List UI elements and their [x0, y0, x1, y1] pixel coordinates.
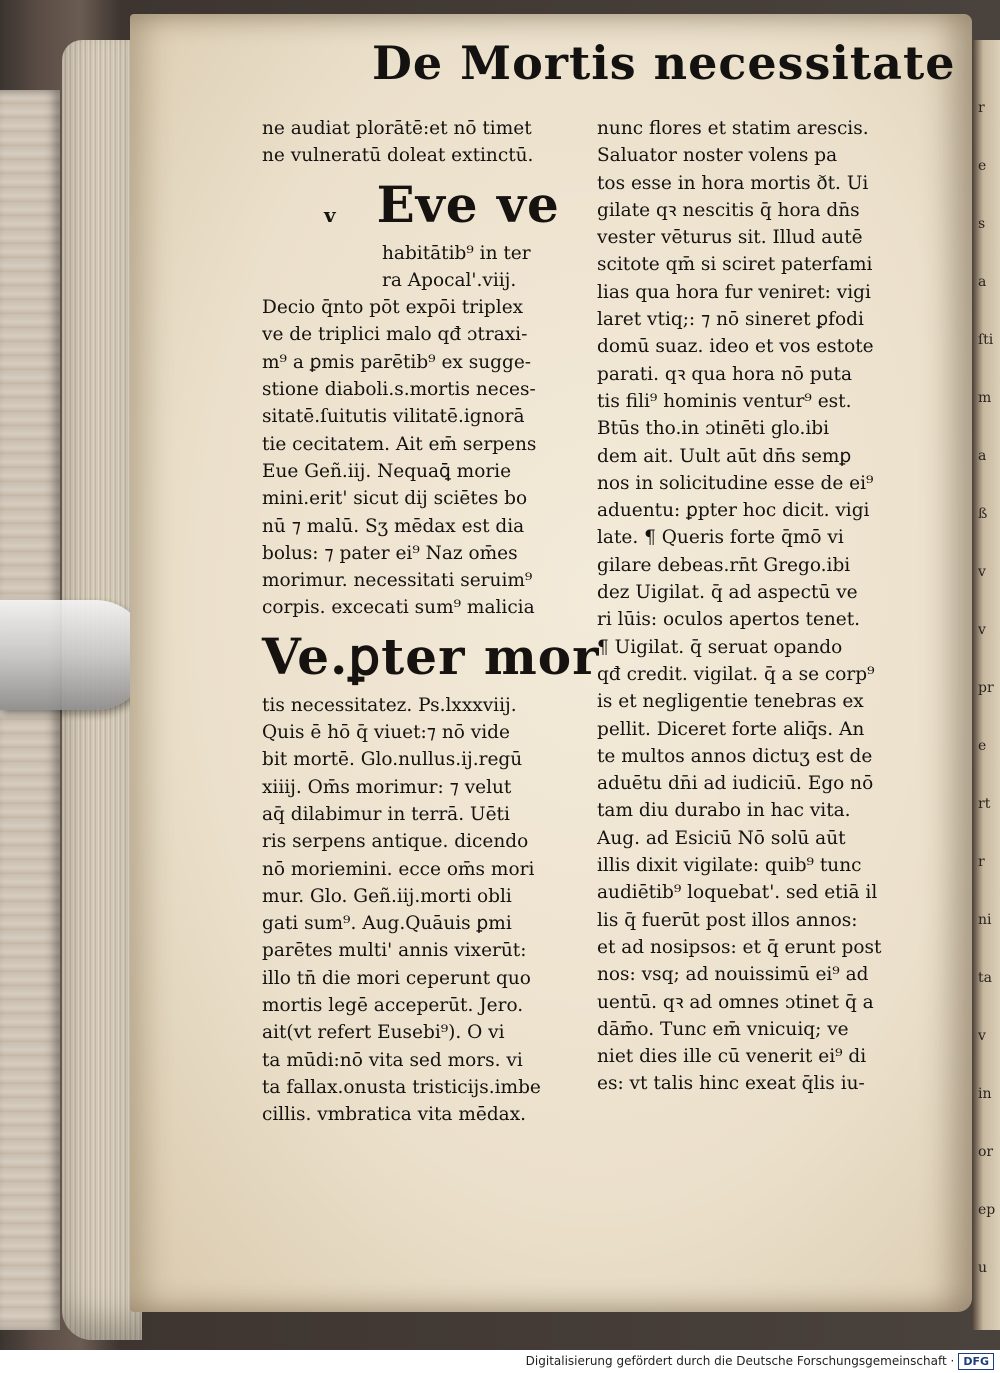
text-line: Btūs tho.in ɔtinēti glo.ibi: [597, 418, 830, 440]
text-line: dez Uigilat. q̄ ad aspectū ve: [597, 582, 858, 604]
text-line: ve de triplici malo qđ ɔtraxi-: [262, 324, 528, 346]
facing-page-edge: [972, 40, 1000, 1330]
text-line: nos: vsq; ad nouissimū ei⁹ ad: [597, 964, 869, 986]
initial-heading-eve: [262, 170, 587, 240]
text-line: nō moriemini. ecce om̄s mori: [262, 858, 535, 880]
facing-page-fragment: ta: [978, 970, 992, 986]
text-line: es: vt talis hinc exeat q̄lis iu-: [597, 1073, 865, 1095]
text-line: aq̄ dilabimur in terrā. Uēti: [262, 803, 510, 825]
text-line: Eue Geñ.iij. Nequaꝗ̄ morie: [262, 460, 512, 482]
dfg-logo: DFG: [958, 1353, 994, 1370]
text-line: tis fili⁹ hominis ventur⁹ est.: [597, 390, 852, 412]
facing-page-fragment: r: [978, 100, 985, 116]
text-line: domū suaz. ideo et vos estote: [597, 336, 874, 358]
text-line: ta mūdi:nō vita sed mors. vi: [262, 1049, 523, 1071]
text-line: mur. Glo. Geñ.iij.morti obli: [262, 885, 512, 907]
text-line: nunc flores et statim arescis.: [597, 118, 869, 139]
text-line: laret vtiq;: ⁊ nō sineret ꝑfodi: [597, 309, 864, 331]
facing-page-fragment: u: [978, 1260, 988, 1276]
text-line: gilare debeas.rn̄t Grego.ibi: [597, 554, 851, 576]
facing-page-fragment: v: [978, 622, 986, 638]
facing-page-fragment: pr: [978, 680, 994, 696]
page-clip: [0, 600, 150, 710]
text-line: nos in solicitudine esse de ei⁹: [597, 472, 874, 494]
text-line: sitatē.ſuitutis vilitatē.ignorā: [262, 406, 525, 428]
text-line: aduentu: ꝑpter hoc dicit. vigi: [597, 500, 870, 522]
text-line: is et negligentie tenebras ex: [597, 691, 864, 713]
facing-page-fragment: in: [978, 1086, 992, 1102]
text-line: gati sum⁹. Aug.Quāuis ꝑmi: [262, 913, 512, 935]
facing-page-fragment: a: [978, 448, 987, 464]
text-line: ra Apocal'.viij.: [382, 269, 517, 291]
footer-credit: Digitalisierung gefördert durch die Deutsche Forschungsgemeinschaft ·: [525, 1354, 955, 1368]
text-line: Quis ē hō q̄ viuet:⁊ nō vide: [262, 722, 510, 744]
text-line: lias qua hora fur veniret: vigi: [597, 281, 871, 303]
text-line: Decio q̄nto pōt expōi triplex: [262, 297, 524, 319]
text-line: habitātib⁹ in ter: [382, 242, 531, 264]
text-line: dem ait. Uult aūt dn̄s semꝑ: [597, 445, 852, 467]
text-line: xiiij. Om̄s morimur: ⁊ velut: [262, 776, 512, 798]
text-line: niet dies ille cū venerit ei⁹ di: [597, 1046, 867, 1068]
text-line: ta fallax.onusta tristicijs.imbe: [262, 1076, 541, 1098]
facing-page-fragment: e: [978, 158, 987, 174]
digitization-footer: [0, 1350, 1000, 1373]
text-line: Saluator noster volens pa: [597, 145, 838, 167]
text-line: tis necessitatez. Ps.lxxxviij.: [262, 694, 517, 716]
text-line: gilate qꝛ nescitis q̄ hora dn̄s: [597, 199, 860, 221]
text-line: et ad nosipsos: et q̄ erunt post: [597, 936, 882, 958]
facing-page-fragment: rt: [978, 796, 991, 812]
text-line: uentū. qꝛ ad omnes ɔtinet q̄ a: [597, 991, 874, 1013]
text-line: bolus: ⁊ pater ei⁹ Naz om̄es: [262, 542, 518, 564]
text-line: late. ¶ Queris forte q̄mō vi: [597, 527, 844, 549]
facing-page-fragment: ep: [978, 1202, 996, 1218]
facing-page-fragment: ni: [978, 912, 992, 928]
text-line: ri lūis: oculos apertos tenet.: [597, 609, 861, 631]
facing-page-fragment: s: [978, 216, 986, 232]
text-line: vester vēturus sit. Illud autē: [597, 227, 863, 249]
book-cover-left: [0, 90, 60, 1330]
heading-text: Ve.ꝑter mor: [262, 626, 600, 686]
text-line: pellit. Diceret forte aliq̄s. An: [597, 718, 865, 740]
text-line: te multos annos dictuʒ est de: [597, 745, 873, 767]
facing-page-fragment: v: [978, 1028, 986, 1044]
text-line: lis q̄ fuerūt post illos annos:: [597, 909, 858, 931]
facing-page-fragment: a: [978, 274, 987, 290]
page-title: De Mortis necessitate: [372, 36, 956, 90]
text-line: stione diaboli.s.mortis neces-: [262, 379, 536, 401]
facing-page-fragment: r: [978, 854, 985, 870]
text-line: tie cecitatem. Ait em̄ serpens: [262, 433, 537, 455]
section-marker: v: [324, 202, 337, 227]
text-line: mini.erit' sicut dij sciētes bo: [262, 488, 528, 510]
heading-text: Eve ve: [376, 174, 560, 234]
text-line: nū ⁊ malū. Sʒ mēdax est dia: [262, 515, 525, 537]
facing-page-fragment: ſti: [978, 332, 994, 348]
facing-page-fragment: e: [978, 738, 987, 754]
facing-page-fragment: ß: [978, 506, 988, 522]
text-line: ne vulneratū doleat extinctū.: [262, 145, 534, 167]
right-text-column: [597, 115, 917, 1098]
text-line: parētes multi' annis vixerūt:: [262, 940, 527, 962]
facing-page-fragment: or: [978, 1144, 994, 1160]
text-line: scitote qm̄ si sciret paterfami: [597, 254, 873, 276]
text-line: dām̄o. Tunc em̄ vnicuiq; ve: [597, 1018, 849, 1040]
text-line: illo tn̄ die mori ceperunt quo: [262, 967, 531, 989]
text-line: ne audiat plorātē:et nō timet: [262, 118, 532, 139]
text-line: parati. qꝛ qua hora nō puta: [597, 363, 852, 385]
text-line: corpis. excecati sum⁹ malicia: [262, 597, 535, 619]
text-line: Aug. ad Esiciū Nō solū aūt: [597, 827, 846, 849]
left-text-column: [262, 115, 600, 1129]
text-line: aduētu dn̄i ad iudiciū. Ego nō: [597, 773, 874, 795]
text-line: morimur. necessitati seruim⁹: [262, 570, 533, 592]
text-line: ris serpens antique. dicendo: [262, 831, 529, 853]
text-line: audiētib⁹ loquebat'. sed etiā il: [597, 882, 878, 904]
text-line: cillis. vmbratica vita mēdax.: [262, 1104, 527, 1126]
text-line: illis dixit vigilate: quib⁹ tunc: [597, 855, 862, 877]
text-line: tos esse in hora mortis ðt. Ui: [597, 172, 869, 194]
text-line: bit mortē. Glo.nullus.ij.regū: [262, 749, 523, 771]
text-line: mortis legē acceperūt. Jero.: [262, 995, 524, 1017]
initial-heading-ve: [262, 622, 600, 692]
text-line: ¶ Uigilat. q̄ seruat opando: [597, 636, 843, 658]
text-line: m⁹ a ꝑmis parētib⁹ ex sugge-: [262, 351, 532, 373]
text-line: ait(vt refert Eusebi⁹). O vi: [262, 1022, 505, 1044]
facing-page-fragment: m: [978, 390, 992, 406]
facing-page-fragment: v: [978, 564, 986, 580]
text-line: tam diu durabo in hac vita.: [597, 800, 851, 822]
text-line: qđ credit. vigilat. q̄ a se corp⁹: [597, 663, 875, 685]
